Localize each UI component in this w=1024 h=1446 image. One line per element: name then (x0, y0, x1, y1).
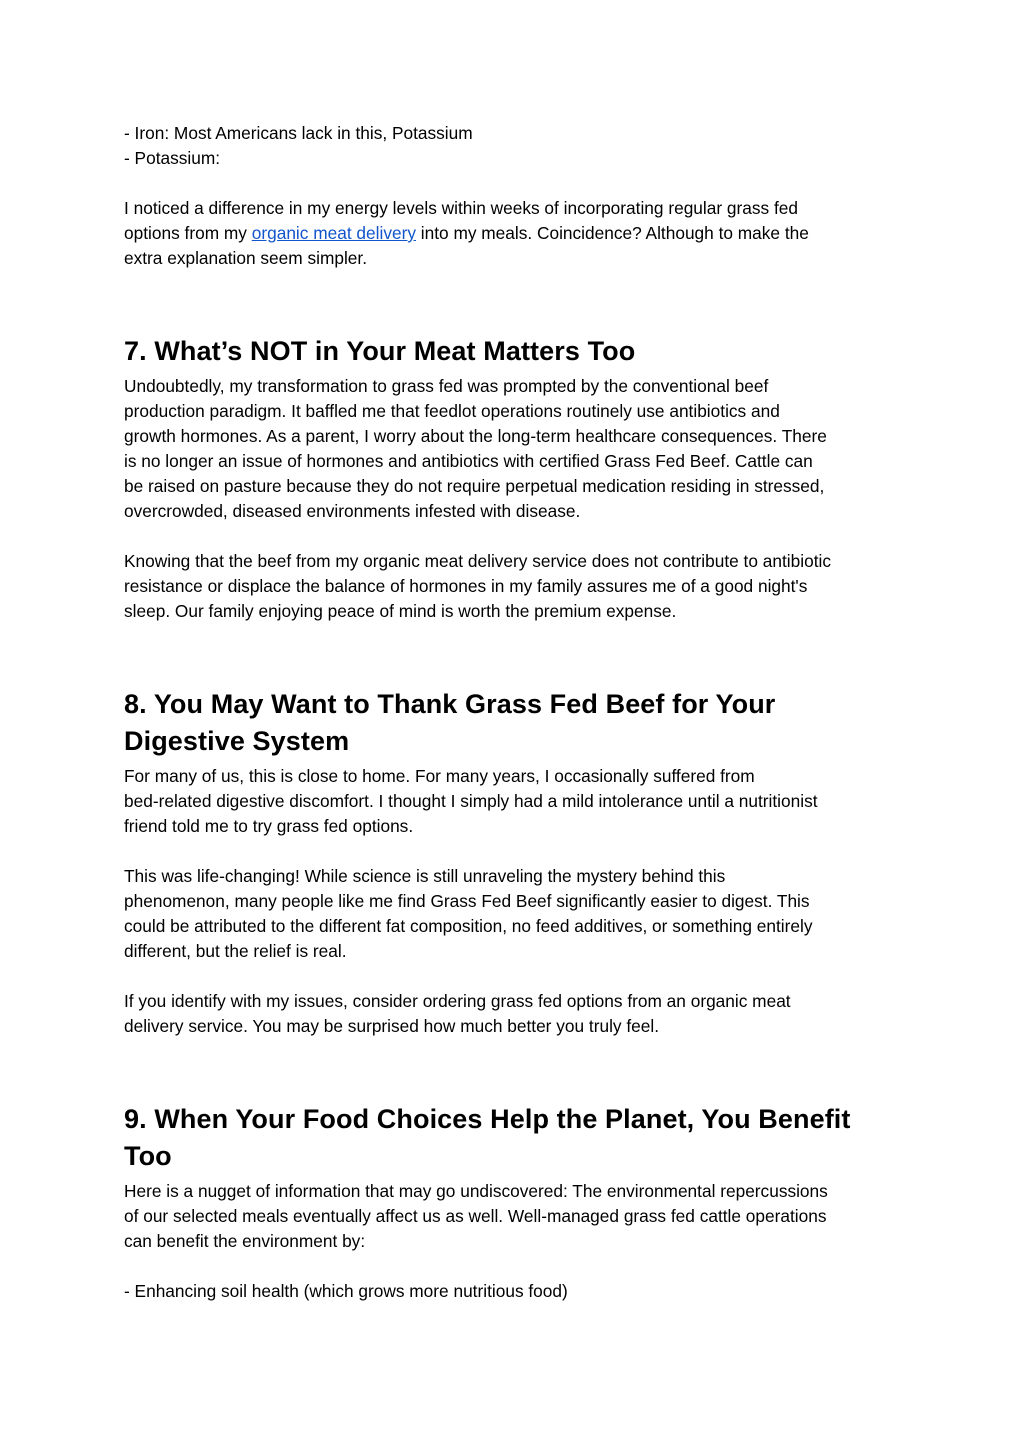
energy-line-2 (124, 221, 900, 246)
energy-line-2-before: options from my (124, 223, 252, 243)
energy-paragraph (124, 196, 900, 271)
bullet-soil-health: - Enhancing soil health (which grows more nutritious food) (124, 1281, 568, 1301)
intro-bullets (124, 121, 900, 171)
section-8-paragraph-2: This was life-changing! While science is still unraveling the mystery behind this phenomenon, many people like me find Grass Fed Beef significantly easier to digest. This could be attributed to the different fat composition, no feed additives, or something entirely different, but the relief is real. (124, 866, 813, 961)
section-8-paragraph-3: If you identify with my issues, consider ordering grass fed options from an organic meat delivery service. You may be surprised how much better you truly feel. (124, 991, 791, 1036)
section-8-paragraph-1: For many of us, this is close to home. For many years, I occasionally suffered from bed-related digestive discomfort. I thought I simply had a mild intolerance until a nutritionist friend told me to try grass fed options. (124, 766, 818, 836)
section-9-paragraph-1: Here is a nugget of information that may go undiscovered: The environmental repercussions of our selected meals eventually affect us as well. Well-managed grass fed cattle operations can benefit the environment by: (124, 1181, 828, 1251)
energy-line-3: extra explanation seem simpler. (124, 248, 368, 268)
section-7-heading: 7. What’s NOT in Your Meat Matters Too (124, 336, 636, 366)
bullet-potassium: - Potassium: (124, 148, 221, 168)
section-9-heading: 9. When Your Food Choices Help the Planet, You Benefit Too (124, 1104, 851, 1171)
organic-meat-delivery-link[interactable]: organic meat delivery (251, 223, 416, 243)
bullet-iron: - Iron: Most Americans lack in this, Potassium (124, 123, 473, 143)
section-7-paragraph-1: Undoubtedly, my transformation to grass fed was prompted by the conventional beef production paradigm. It baffled me that feedlot operations routinely use antibiotics and growth hormones. As a parent, I worry about the long-term healthcare consequences. There is no longer an issue of hormones and antibiotics with certified Grass Fed Beef. Cattle can be raised on pasture because they do not require perpetual medication residing in stressed, overcrowded, diseased environments infested with disease. (124, 376, 827, 521)
section-8-heading: 8. You May Want to Thank Grass Fed Beef for Your Digestive System (124, 689, 776, 756)
energy-line-1: I noticed a difference in my energy levels within weeks of incorporating regular grass fed (124, 198, 799, 218)
section-7-paragraph-2: Knowing that the beef from my organic meat delivery service does not contribute to antibiotic resistance or displace the balance of hormones in my family assures me of a good night's sleep. Our family enjoying peace of mind is worth the premium expense. (124, 551, 831, 621)
document-page (124, 121, 900, 1304)
energy-line-2-after: into my meals. Coincidence? Although to make the (415, 223, 809, 243)
